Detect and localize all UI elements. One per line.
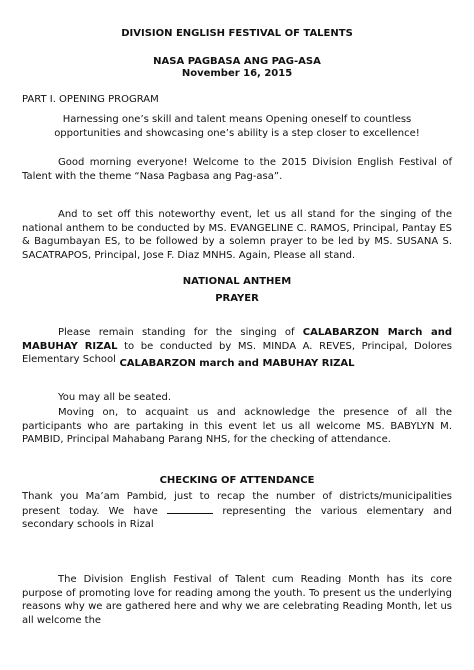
document-title: DIVISION ENGLISH FESTIVAL OF TALENTS bbox=[121, 28, 353, 39]
attendance-before: Thank you Ma’am Pambid, just to recap the number of districts/municipalities present today. We have bbox=[22, 491, 452, 517]
acknowledge-paragraph: Moving on, to acquaint us and acknowledge the presence of all the participants who are partaking in this event let us all welcome MS. BABYLYN M. PAMBID, Principal Mahabang Parang NHS, for the checking of attendance. bbox=[22, 407, 452, 445]
heading-prayer: PRAYER bbox=[215, 293, 259, 304]
attendance-paragraph bbox=[22, 490, 452, 532]
greeting-paragraph: Good morning everyone! Welcome to the 2015 Division English Festival of Talent with the theme “Nasa Pagbasa ang Pag-asa”. bbox=[22, 157, 452, 182]
heading-checking-attendance: CHECKING OF ATTENDANCE bbox=[159, 475, 315, 486]
part-heading: PART I. OPENING PROGRAM bbox=[22, 94, 159, 105]
seated-line: You may all be seated. bbox=[58, 392, 172, 403]
attendance-after: representing the various elementary and secondary schools in Rizal bbox=[22, 505, 452, 530]
march-intro-bold: CALABARZON March and MABUHAY RIZAL bbox=[22, 327, 452, 352]
document-date: November 16, 2015 bbox=[181, 68, 293, 79]
attendance-blank bbox=[167, 504, 213, 514]
march-intro-after: to be conducted by MS. MINDA A. REVES, Principal, Dolores Elementary School bbox=[22, 340, 452, 365]
closing-paragraph: The Division English Festival of Talent cum Reading Month has its core purpose of promoting love for reading among the youth. To present us the underlying reasons why we are gathered here and why we are celebrating Reading Month, let us all welcome the bbox=[22, 574, 452, 626]
motto-paragraph: Harnessing one’s skill and talent means Opening oneself to countless opportunities and showcasing one’s ability is a step closer to excellence! bbox=[54, 114, 420, 139]
document-theme: NASA PAGBASA ANG PAG-ASA bbox=[153, 56, 321, 67]
anthem-intro-paragraph: And to set off this noteworthy event, let us all stand for the singing of the national anthem to be conducted by MS. EVANGELINE C. RAMOS, Principal, Pantay ES & Bagumbayan ES, to be followed by a solemn prayer to be led by MS. SUSANA S. SACATRAPOS, Principal, Jose F. Diaz MNHS. Again, Please all stand. bbox=[22, 209, 452, 261]
march-intro-before: Please remain standing for the singing of bbox=[58, 327, 303, 338]
heading-national-anthem: NATIONAL ANTHEM bbox=[182, 276, 292, 287]
heading-calabarzon-march: CALABARZON march and MABUHAY RIZAL bbox=[119, 358, 355, 369]
